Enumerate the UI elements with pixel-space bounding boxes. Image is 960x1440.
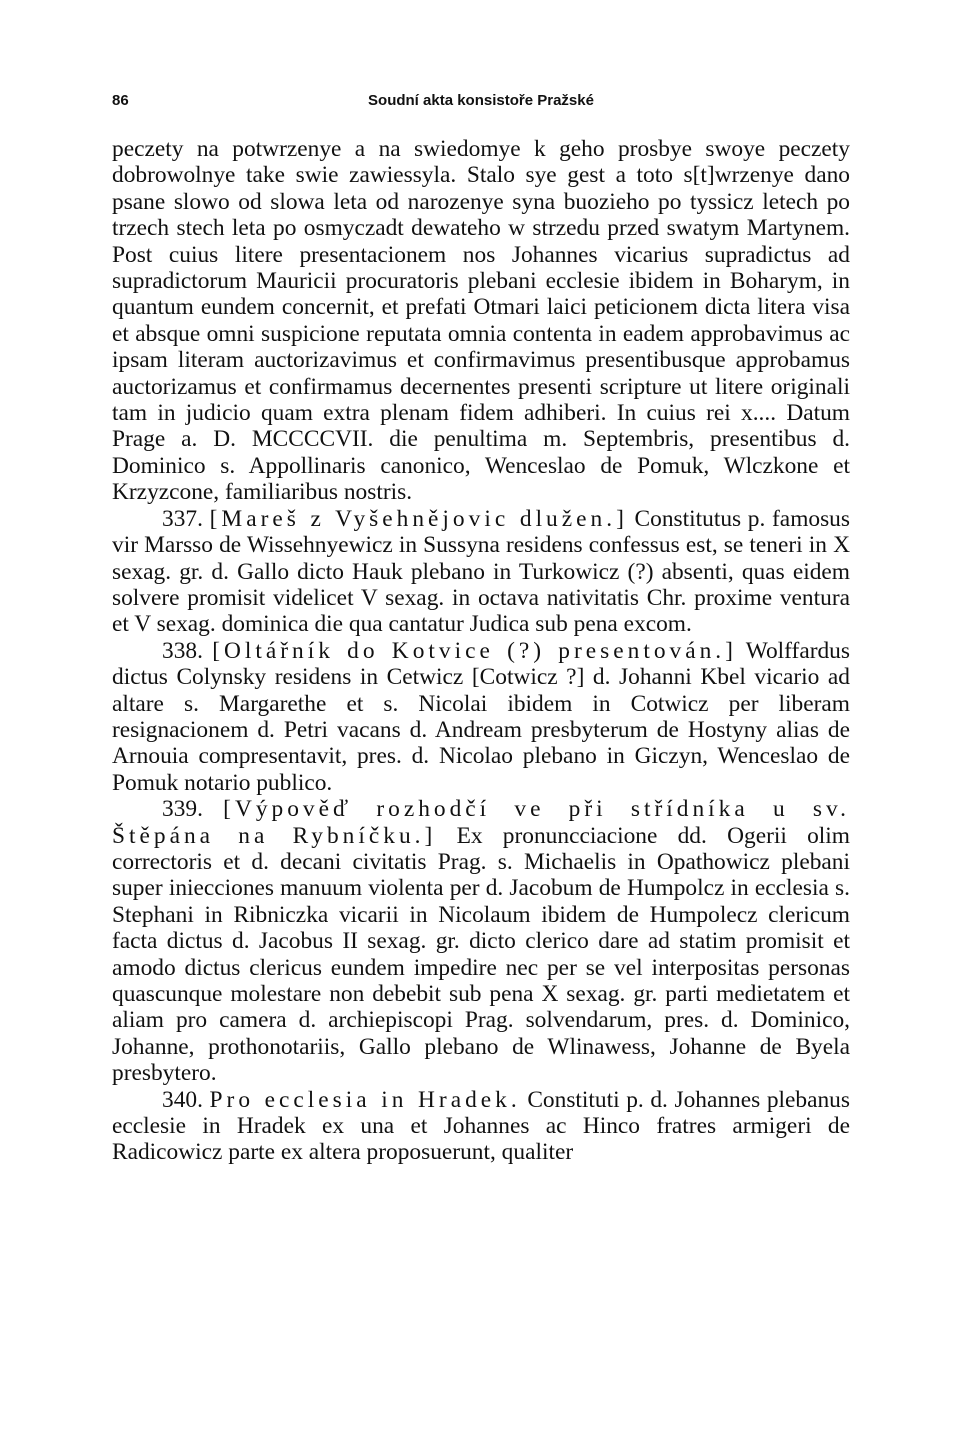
entry-337 (112, 506, 850, 638)
entry-340 (112, 1087, 850, 1166)
entry-text: Ex pronuncciacione dd. Ogerii olim correctoris et d. decani civitatis Prag. s. Michaelis in Opathowicz plebani super iniecciones manuum violenta per d. Jacobum de Humpolcz in ecclesia s. Stephani in Ribniczka vicarii in Nicolaum ibidem de Humpolecz clericum facta dictus d. Jacobus II sexag. gr. dicto clerico dare ad statim promisit et amodo dictus clericus eundem impedire nec per se vel interpositas personas quascunque molestare non debebit sub pena X sexag. gr. parti medietatem et aliam pro camera d. archiepiscopi Prag. solvendarum, pres. d. Dominico, Johanne, prothonotariis, Gallo plebano de Wlinawess, Johanne de Byela presbytero. (112, 822, 850, 1087)
entry-number: 339. (162, 796, 203, 823)
entry-339 (112, 796, 850, 1086)
running-header (112, 86, 850, 120)
entry-text: Constituti p. d. Johannes plebanus ecclesie in Hradek ex una et Johannes ac Hinco fratres armigeri de Radicowicz parte ex altera proposuerunt, qualiter (112, 1086, 850, 1166)
body-text (112, 136, 850, 1166)
entry-heading: Pro ecclesia in Hradek. (209, 1086, 521, 1113)
entry-text: Constitutus p. famosus vir Marsso de Wissehnyewicz in Sussyna residens confessus est, se teneri in X sexag. gr. d. Gallo dicto Hauk plebano in Turkowicz (?) absenti, quas eidem solvere promisit videlicet V sexag. in octava nativitatis Chr. proxime ventura et V sexag. dominica die qua cantatur Judica sub pena excom. (112, 505, 850, 638)
document-page (112, 86, 850, 1166)
entry-number: 340. (162, 1086, 203, 1113)
entry-338 (112, 638, 850, 796)
opening-paragraph: peczety na potwrzenye a na swiedomye k geho prosbye swoye peczety dobrowolnye take swie zawiessyla. Stalo sye gest a toto s[t]wrzenye dano psane slowo od slowa leta od narozenye syna buozieho po tyssicz letech po trzech stech leta po osmyczadt dewateho w strzedu przed swatym Martynem. Post cuius litere presentacionem nos Johannes vicarius supradictus ad supradictorum Mauricii procuratoris plebani ecclesie ibidem in Boharym, in quantum eundem concernit, et prefati Otmari laici peticionem dicta litera visa et absque omni suspicione reputata omnia contenta in eadem approbavimus ac ipsam literam auctorizavimus et confirmavimus presentibusque approbamus auctorizamus et confirmamus decernentes presenti scripture ut litere originali tam in judicio quam extra plenam fidem adhiberi. In cuius rei x.... Datum Prage a. D. MCCCCVII. die penultima m. Septembris, presentibus d. Dominico s. Appollinaris canonico, Wenceslao de Pomuk, Wlczkone et Krzyzcone, familiaribus nostris. (112, 136, 850, 506)
page-number: 86 (112, 92, 129, 109)
running-title: Soudní akta konsistoře Pražské (368, 92, 594, 109)
entry-heading: [Mareš z Vyšehnějovic dlužen.] (209, 505, 628, 532)
entry-number: 337. (162, 505, 203, 532)
entry-heading: [Výpověď rozhodčí ve při střídníka u sv. Štěpána na Rybníčku.] (112, 796, 850, 849)
entry-number: 338. (162, 637, 203, 664)
entry-text: Wolffardus dictus Colynsky residens in Cetwicz [Cotwicz ?] d. Johanni Kbel vicario ad altare s. Margarethe et s. Nicolai ibidem in Cotwicz per liberam resignacionem d. Petri vacans d. Andream presbyterum de Hostyny alias de Arnouia compresentavit, pres. d. Nicolao plebano in Giczyn, Wenceslao de Pomuk notario publico. (112, 637, 850, 796)
entry-heading: [Oltářník do Kotvice (?) presentován.] (212, 637, 737, 664)
